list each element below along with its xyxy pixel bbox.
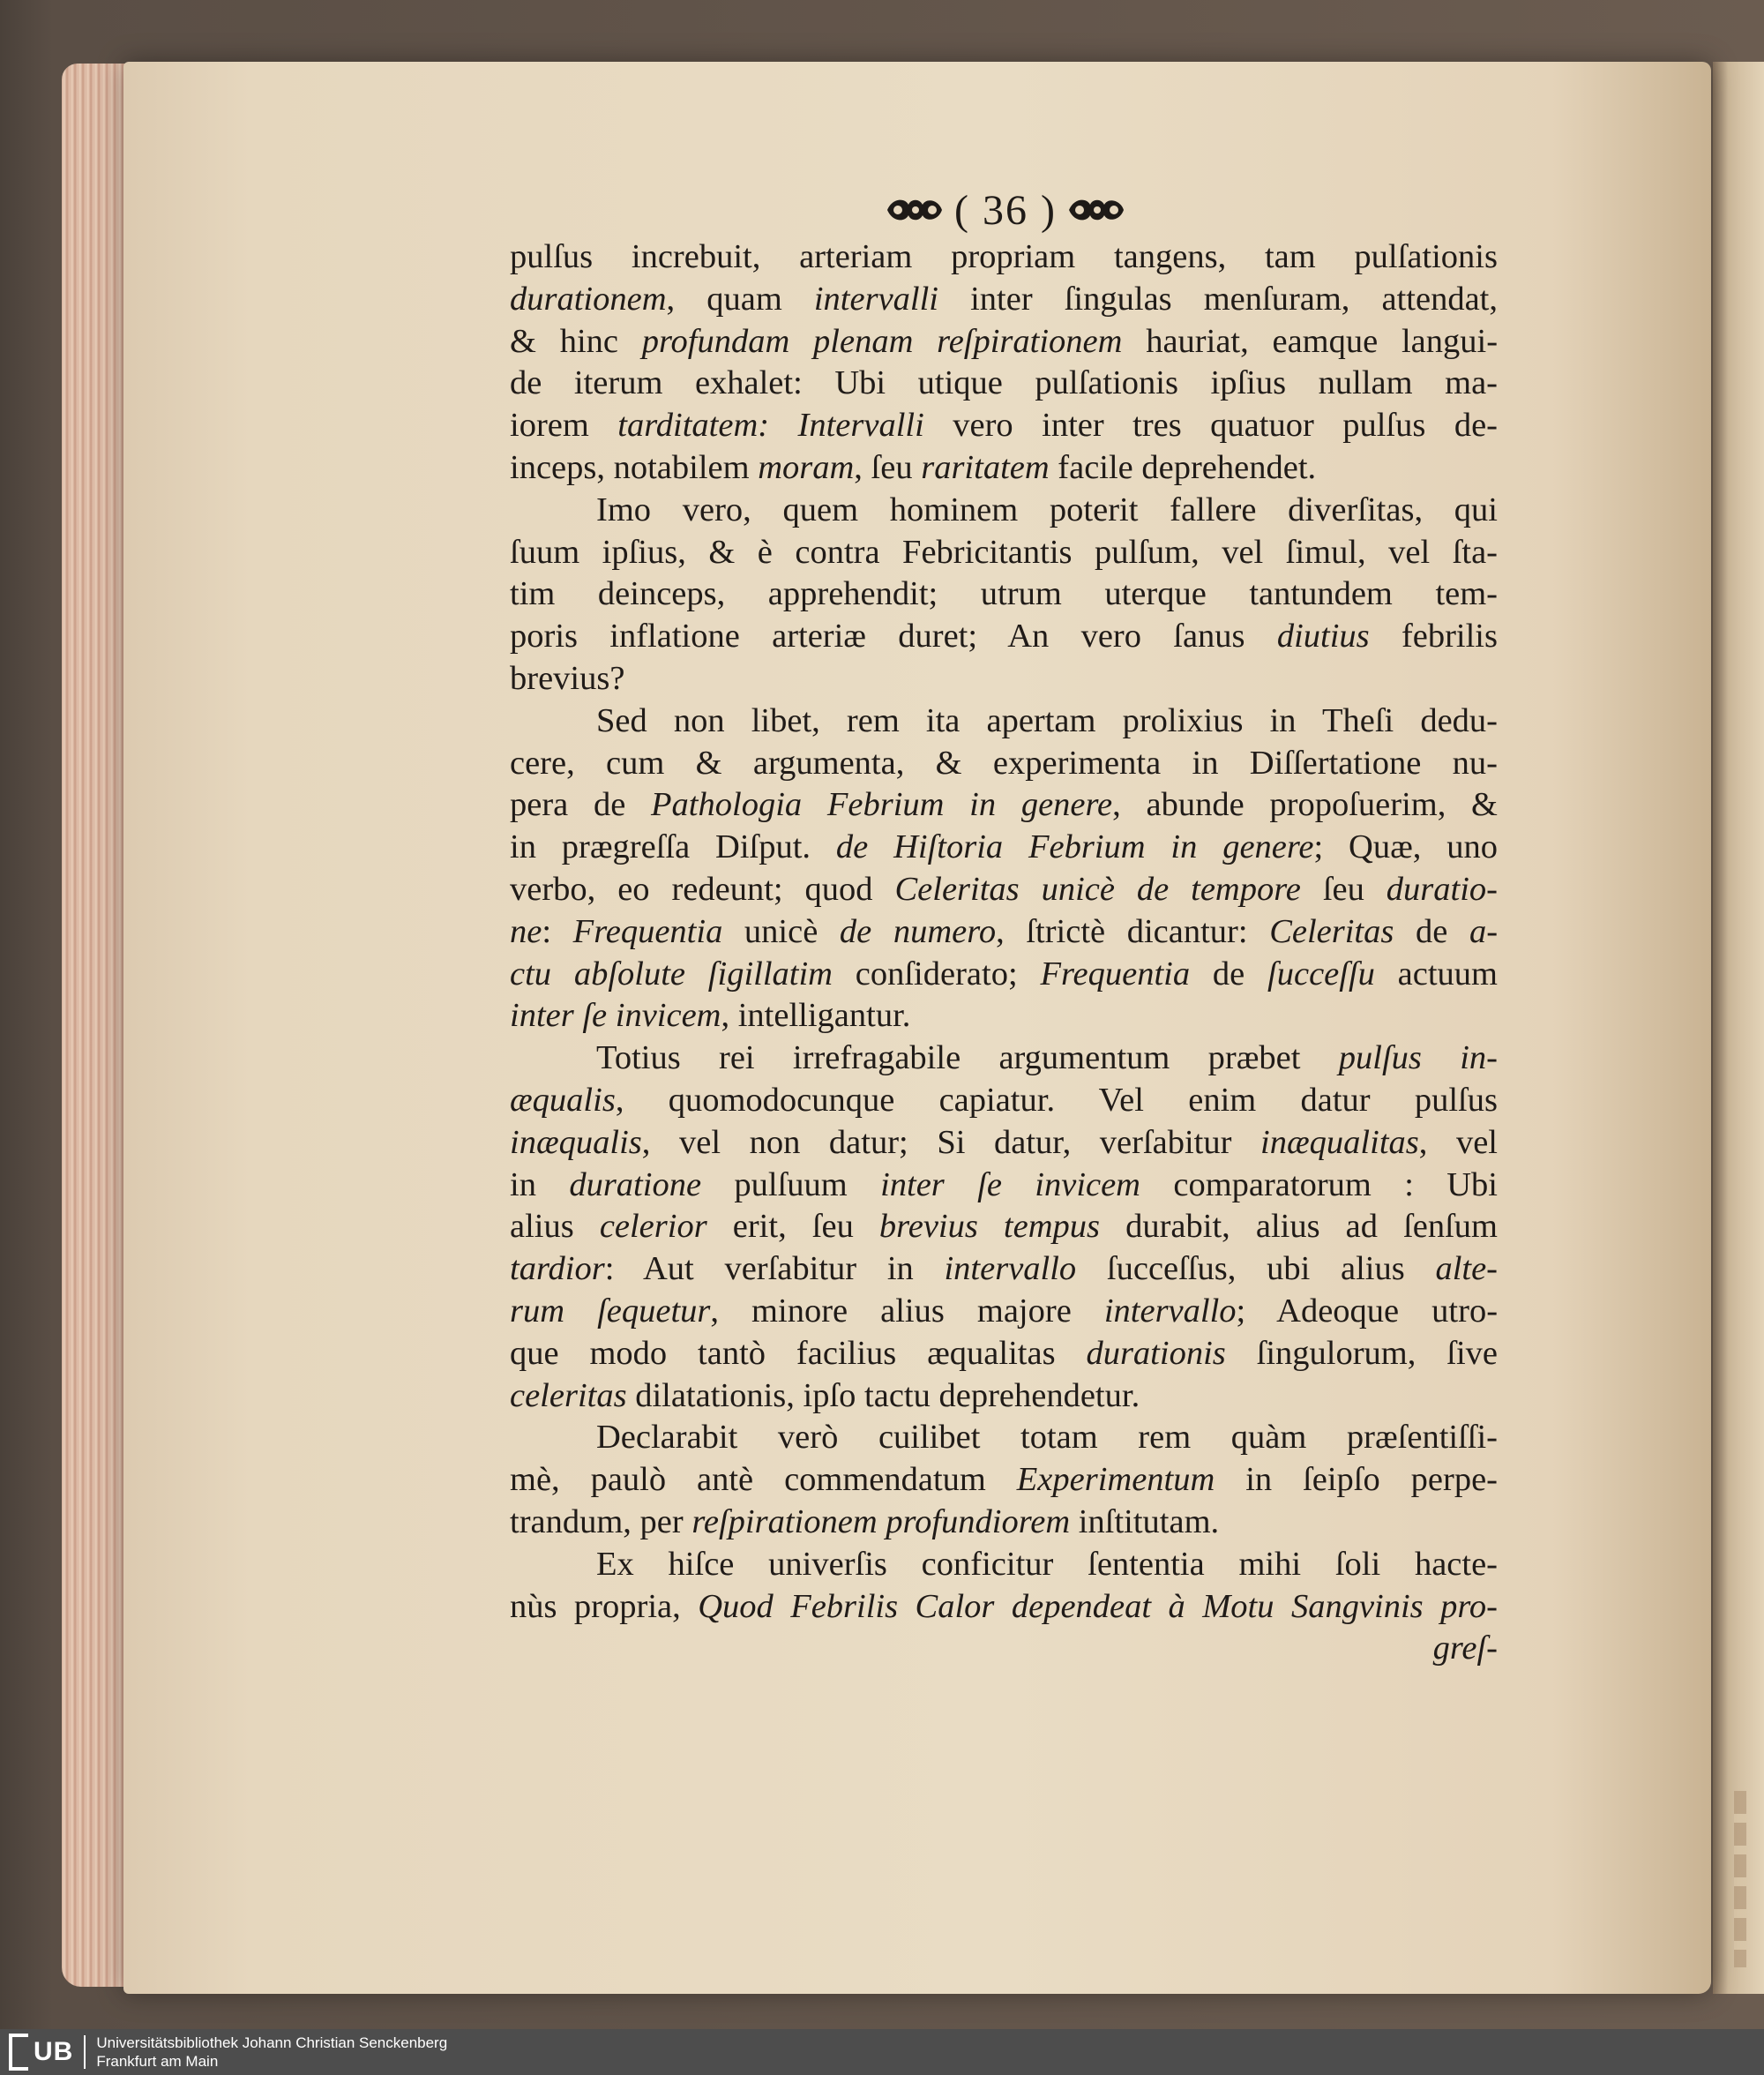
text-segment: erit, ſeu [706,1208,879,1246]
text-segment: comparatorum : Ubi [1140,1165,1498,1203]
ub-logo-text: UB [34,2037,74,2066]
text-segment: inter ſingulas menſuram, attendat, [938,280,1498,318]
text-segment: Declarabit verò cuilibet totam rem quàm præſentiſſi- [596,1419,1498,1457]
text-segment: , vel non datur; Si datur, verſabitur [641,1123,1261,1161]
text-line [510,1165,1498,1207]
text-segment: : [542,912,573,950]
text-line [510,1122,1498,1165]
text-line [510,279,1498,321]
text-segment: alius [510,1208,600,1246]
text-segment: , ſtrictè dicantur: [996,912,1270,950]
text-segment: inſtitutam. [1070,1502,1220,1540]
text-line [510,1375,1498,1418]
text-segment: durabit, alius ad ſenſum [1100,1208,1499,1246]
italic-text: pulſus in- [1338,1039,1498,1077]
italic-text: Celeritas unicè de tempore [894,870,1301,908]
text-line [510,363,1498,405]
text-segment: in [510,1165,570,1203]
text-line [510,827,1498,869]
text-line [510,784,1498,827]
italic-text: rum ſequetur [510,1292,711,1330]
text-segment: inceps, notabilem [510,448,759,486]
left-ornament-icon [884,192,946,228]
text-line [510,995,1498,1038]
text-segment: iorem [510,407,618,445]
italic-text: Pathologia Febrium in genere [651,786,1113,824]
text-segment: ſuum ipſius, & è contra Febricitantis pulſum, vel ſimul, vel ſta- [510,533,1498,571]
logo-divider [84,2035,86,2069]
text-segment: ſucceſſus, ubi alius [1076,1250,1436,1288]
text-segment: , abunde propoſuerim, & [1112,786,1498,824]
text-segment: ; Quæ, uno [1313,828,1499,866]
italic-text: celerior [599,1208,707,1246]
text-segment: facile deprehendet. [1049,448,1317,486]
text-segment: de iterum exhalet: Ubi utique pulſationis ipſius nullam ma- [510,364,1498,402]
italic-text: inæqualitas [1260,1123,1419,1161]
italic-text: intervallo [1103,1292,1237,1330]
italic-text: tarditatem: Intervalli [617,407,924,445]
text-line [510,490,1498,532]
text-segment: ſeu [1300,870,1387,908]
italic-text: tardior [510,1250,605,1288]
italic-text: raritatem [921,448,1050,486]
italic-text: inæqualis [510,1123,642,1161]
text-segment: tim deinceps, apprehendit; utrum uterque tantundem tem- [510,575,1498,613]
text-line [510,573,1498,616]
text-segment: verbo, eo redeunt; quod [510,870,895,908]
italic-text: reſpirationem profundiorem [691,1502,1071,1540]
text-line [510,447,1498,490]
text-segment: Totius rei irrefragabile argumentum præbet [596,1039,1339,1077]
italic-text: greſ- [1432,1629,1498,1667]
text-segment: ſingulorum, ſive [1225,1334,1499,1372]
library-name-line2: Frankfurt am Main [96,2053,219,2070]
text-segment: ; Adeoque utro- [1236,1292,1499,1330]
text-segment: Sed non libet, rem ita apertam prolixius in Theſi dedu- [596,701,1498,739]
text-segment: vero inter tres quatuor pulſus de- [923,407,1498,445]
text-segment: mè, paulò antè commendatum [510,1461,1017,1499]
italic-text: duratio- [1386,870,1498,908]
text-segment: de [1394,912,1469,950]
text-segment: , ſeu [854,448,922,486]
italic-text: intervalli [813,280,939,318]
text-line [510,1502,1498,1544]
facing-page-edge [1713,62,1764,1994]
text-line [510,869,1498,911]
text-segment: , intelligantur. [721,997,911,1035]
italic-text: Experimentum [1016,1461,1215,1499]
right-ornament-icon [1065,192,1127,228]
text-line [510,1038,1498,1080]
text-line [510,1206,1498,1248]
text-line [510,1333,1498,1375]
italic-text: ſucceſſu [1267,955,1375,993]
text-segment: in prægreſſa Diſput. [510,828,836,866]
italic-text: ne [510,912,542,950]
italic-text: Quod Febrilis Calor dependeat à Motu Sangvinis pro- [698,1587,1498,1625]
body-text [510,236,1498,1670]
italic-text: brevius tempus [878,1208,1100,1246]
library-footer [0,2029,1764,2075]
italic-text: de numero [839,912,997,950]
text-line [510,1080,1498,1122]
text-segment: Ex hiſce univerſis conficitur ſententia mihi ſoli hacte- [596,1545,1498,1583]
italic-text: duratione [569,1165,702,1203]
text-segment: de [1190,955,1268,993]
text-segment: conſiderato; [832,955,1041,993]
text-segment: , minore alius majore [710,1292,1104,1330]
text-line [510,405,1498,447]
page-number: ( 36 ) [954,186,1057,234]
text-segment: brevius? [510,659,625,697]
text-line [510,321,1498,363]
text-segment: hauriat, eamque langui- [1122,322,1499,360]
italic-text: inter ſe invicem [880,1165,1140,1203]
text-segment: febrilis [1369,618,1498,655]
text-line [510,658,1498,700]
library-name [96,2034,447,2071]
text-segment: nùs propria, [510,1587,699,1625]
text-line [510,1586,1498,1629]
text-segment: : Aut verſabitur in [604,1250,945,1288]
italic-text: ctu abſolute ſigillatim [510,955,833,993]
italic-text: Celeritas [1269,912,1394,950]
facing-page-marks [1734,1791,1746,1967]
text-segment: actuum [1374,955,1499,993]
italic-text: profundam plenam reſpirationem [641,322,1123,360]
text-line [510,1417,1498,1459]
text-segment: poris inflatione arteriæ duret; An vero ſanus [510,618,1277,655]
text-segment: pulſus increbuit, arteriam propriam tangens, tam pulſationis [510,238,1498,275]
italic-text: de Hiſtoria Febrium in genere [835,828,1314,866]
library-name-line1: Universitätsbibliothek Johann Christian Senckenberg [96,2034,448,2051]
text-segment: cere, cum & argumenta, & experimenta in Diſſertatione nu- [510,744,1498,782]
ub-logo[interactable] [9,2034,73,2070]
text-segment: dilatationis, ipſo tactu deprehendetur. [626,1376,1140,1414]
text-line [510,911,1498,954]
text-line [510,743,1498,785]
text-line [510,1248,1498,1291]
italic-text: Frequentia [572,912,723,950]
italic-text: alte- [1435,1250,1498,1288]
text-line [510,1628,1498,1670]
text-line [510,700,1498,743]
text-segment: Imo vero, quem hominem poterit fallere diverſitas, qui [596,491,1498,528]
text-segment: , quam [666,280,814,318]
logo-bracket-icon [9,2034,28,2071]
text-segment: que modo tantò facilius æqualitas [510,1334,1087,1372]
text-segment: unicè [722,912,840,950]
text-line [510,1544,1498,1586]
text-segment: pera de [510,786,652,824]
text-segment: trandum, per [510,1502,692,1540]
italic-text: diutius [1276,618,1370,655]
italic-text: æqualis [510,1081,616,1119]
text-line [510,616,1498,658]
text-line [510,954,1498,996]
text-segment: pulſuum [701,1165,881,1203]
text-segment: , quomodocunque capiatur. Vel enim datur pulſus [615,1081,1498,1119]
italic-text: durationem [510,280,667,318]
italic-text: inter ſe invicem [510,997,721,1035]
text-segment: , vel [1418,1123,1498,1161]
italic-text: Frequentia [1040,955,1191,993]
italic-text: celeritas [510,1376,627,1414]
text-line [510,1459,1498,1502]
text-segment: & hinc [510,322,642,360]
italic-text: a- [1469,912,1499,950]
text-line [510,1291,1498,1333]
text-segment: in ſeipſo perpe- [1215,1461,1498,1499]
text-line [510,532,1498,574]
page-header [873,185,1138,235]
italic-text: moram [758,448,855,486]
text-line [510,236,1498,279]
italic-text: durationis [1086,1334,1226,1372]
italic-text: intervallo [944,1250,1077,1288]
